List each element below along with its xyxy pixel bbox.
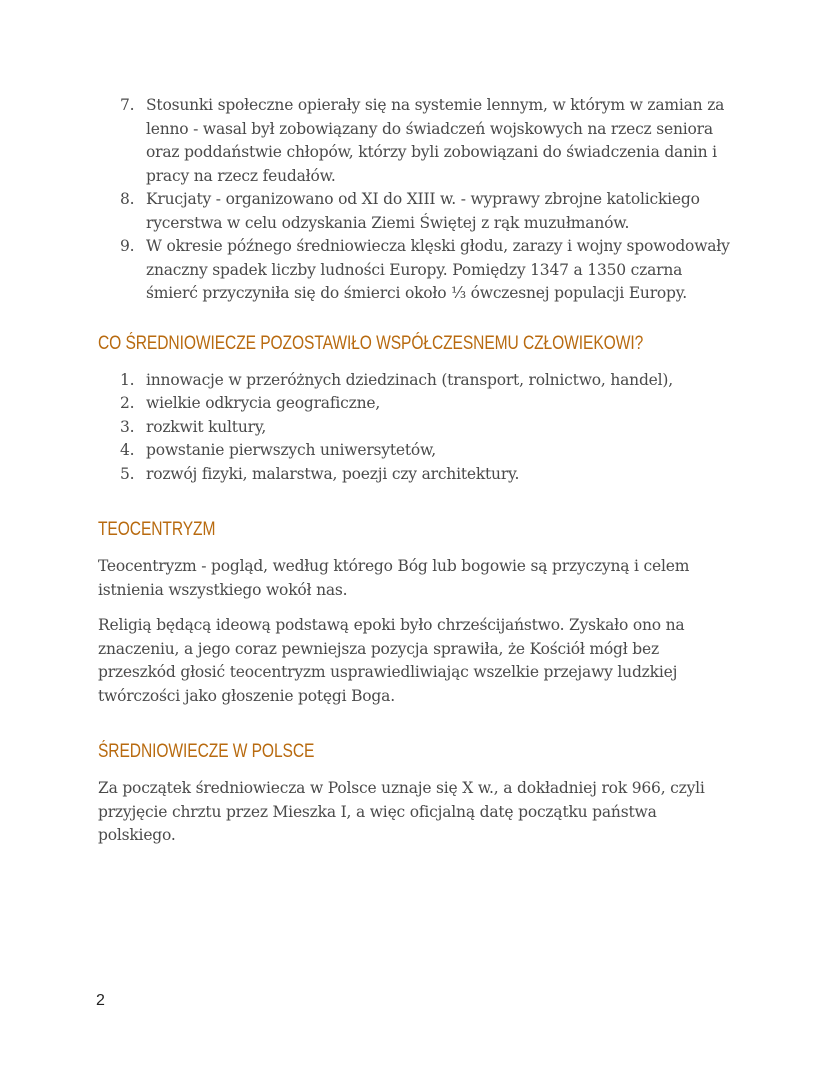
list-item [98,416,738,440]
list-item-number: 5. [120,464,135,483]
list-item-text: innowacje w przeróżnych dziedzinach (transport, rolnictwo, handel), [146,370,673,389]
page-number: 2 [96,992,105,1009]
list-item-text: Stosunki społeczne opierały się na systemie lennym, w którym w zamian za lenno - wasal był zobowiązany do świadczeń wojskowych na rzecz seniora oraz poddaństwie chłopów, którzy byli zobowiązani do świadczenia danin i pracy na rzecz feudałów. [146,96,725,185]
list-item-number: 8. [120,190,135,208]
list-item [98,369,738,393]
section-heading-polska: ŚREDNIOWIECZE W POLSCE [98,741,315,762]
list-item [98,463,738,487]
paragraph-teocentryzm-religion: Religią będącą ideową podstawą epoki było chrześcijaństwo. Zyskało ono na znaczeniu, a jego coraz pewniejsza pozycja sprawiła, że Kościół mógł bez przeszkód głosić teocentryzm usprawiedliwiając wszelkie przejawy ludzkiej twórczości jako głoszenie potęgi Boga. [98,616,685,705]
list-item-number: 9. [120,237,135,255]
legacy-numbered-list [98,369,738,487]
list-item-number: 7. [120,96,135,114]
list-item-text: rozwój fizyki, malarstwa, poezji czy architektury. [146,464,520,483]
list-item-number: 2. [120,394,135,412]
continued-numbered-list [98,94,738,306]
list-item-text: powstanie pierwszych uniwersytetów, [146,441,436,459]
list-item [98,94,738,188]
list-item [98,392,738,416]
list-item-text: Krucjaty - organizowano od XI do XIII w. - wyprawy zbrojne katolickiego rycerstwa w celu odzyskania Ziemi Świętej z rąk muzułmanów. [146,190,700,232]
list-item-text: rozkwit kultury, [146,417,267,436]
list-item [98,235,738,306]
list-item-number: 1. [120,370,135,389]
page-content [98,94,738,848]
list-item-text: W okresie późnego średniowiecza klęski głodu, zarazy i wojny spowodowały znaczny spadek liczby ludności Europy. Pomiędzy 1347 a 1350 czarna śmierć przyczyniła się do śmierci około ⅓ ówczesnej populacji Europy. [146,237,730,302]
list-item [98,188,738,235]
paragraph-teocentryzm-definition: Teocentryzm - pogląd, według którego Bóg lub bogowie są przyczyną i celem istnienia wszystkiego wokół nas. [98,557,690,599]
list-item-number: 4. [120,441,135,459]
section-heading-legacy: CO ŚREDNIOWIECZE POZOSTAWIŁO WSPÓŁCZESNEMU CZŁOWIEKOWI? [98,332,644,354]
list-item [98,439,738,463]
paragraph-polska: Za początek średniowiecza w Polsce uznaje się X w., a dokładniej rok 966, czyli przyjęcie chrztu przez Mieszka I, a więc oficjalną datę początku państwa polskiego. [98,779,705,844]
list-item-text: wielkie odkrycia geograficzne, [146,394,381,412]
section-heading-teocentryzm: TEOCENTRYZM [98,519,216,540]
list-item-number: 3. [120,417,135,436]
